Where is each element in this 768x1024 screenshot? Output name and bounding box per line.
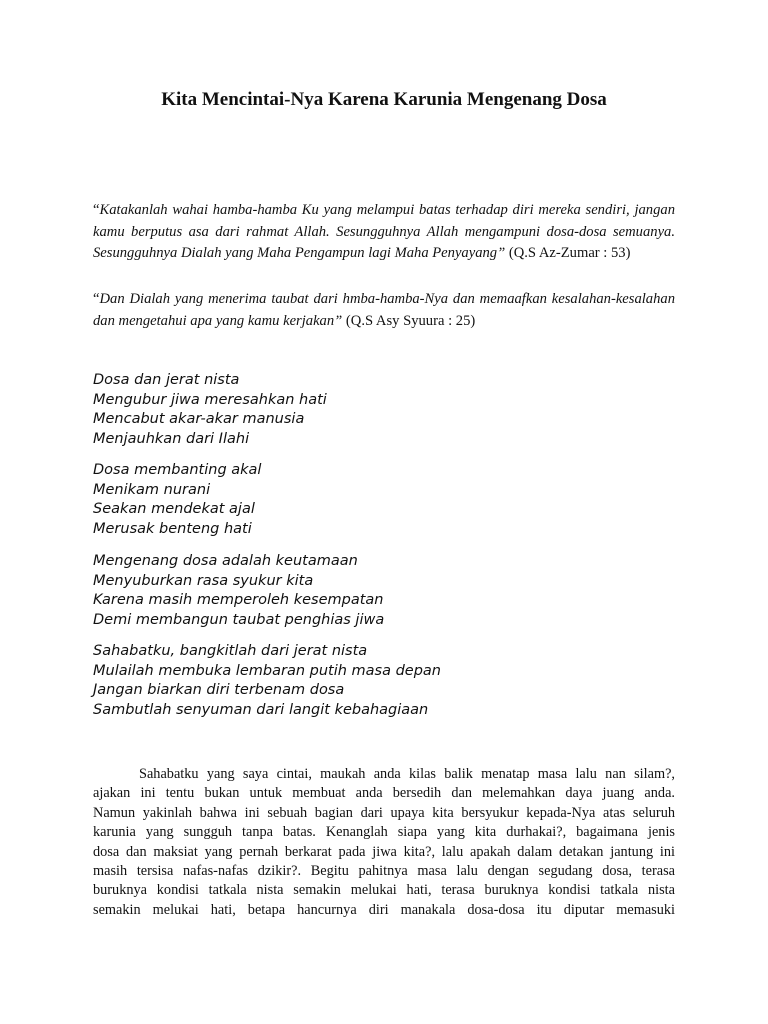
quote-text: Katakanlah wahai hamba-hamba Ku yang melampui batas terhadap diri mereka sendiri, jangan kamu berputus asa dari rahmat Allah. Sesungguhnya Allah mengampuni dosa-dosa semuanya. Sesungguhnya Dialah yang Maha Pengampun lagi Maha Penyayang”	[93, 202, 675, 261]
paragraph-line: ajakan ini tentu bukan untuk membuat anda bersedih dan melemahkan daya juang anda.	[93, 785, 675, 802]
paragraph-line: semakin melukai hati, betapa hancurnya diri manakala dosa-dosa itu diputar memasuki	[93, 901, 675, 918]
document-title: Kita Mencintai-Nya Karena Karunia Mengenang Dosa	[161, 89, 607, 110]
poem-line: Jangan biarkan diri terbenam dosa	[93, 682, 345, 699]
poem-line: Dosa dan jerat nista	[93, 372, 240, 388]
poem-line: Menikam nurani	[93, 481, 211, 498]
quote-open-mark: “	[93, 202, 100, 218]
poem-line: Mulailah membuka lembaran putih masa depan	[93, 662, 441, 679]
poem-line: Demi membangun taubat penghias jiwa	[93, 612, 385, 629]
poem-line: Seakan mendekat ajal	[93, 501, 255, 518]
paragraph-line: buruknya kondisi tatkala nista semakin melukai hati, terasa buruknya kondisi tatkala nista	[93, 882, 675, 899]
poem-line: Mengenang dosa adalah keutamaan	[93, 553, 358, 569]
paragraph-line: dosa dan maksiat yang pernah berkarat pada jiwa kita?, lalu apakah dalam detakan jantung ini	[93, 843, 675, 860]
poem-line: Dosa membanting akal	[93, 462, 262, 478]
poem-line: Sahabatku, bangkitlah dari jerat nista	[93, 643, 368, 659]
paragraph-line: Namun yakinlah bahwa ini sebuah bagian dari upaya kita bersyukur kepada-Nya atas seluruh	[93, 804, 675, 821]
body-paragraph	[93, 765, 675, 920]
quote-az-zumar	[93, 200, 675, 265]
poem-line: Menjauhkan dari Ilahi	[93, 431, 250, 448]
paragraph-line: Sahabatku yang saya cintai, maukah anda kilas balik menatap masa lalu nan silam?,	[139, 766, 675, 782]
poem-line: Karena masih memperoleh kesempatan	[93, 592, 384, 609]
poem-line: Merusak benteng hati	[93, 521, 252, 538]
poem-stanza-3	[93, 552, 653, 631]
quote-asy-syuura	[93, 289, 675, 332]
poem-line: Sambutlah senyuman dari langit kebahagiaan	[93, 702, 429, 719]
poem-stanza-2	[93, 461, 653, 540]
quote-open-mark: “	[93, 291, 100, 307]
poem-line: Mengubur jiwa meresahkan hati	[93, 391, 327, 408]
poem-stanza-1	[93, 371, 653, 450]
poem-line: Mencabut akar-akar manusia	[93, 411, 305, 428]
quote-reference: (Q.S Az-Zumar : 53)	[505, 245, 631, 261]
paragraph-line: karunia yang sungguh tanpa batas. Kenanglah siapa yang kita durhakai?, bagaimana jenis	[93, 824, 675, 841]
paragraph-line: masih tersisa nafas-nafas dzikir?. Begitu pahitnya masa lalu dengan segudang dosa, terasa	[93, 862, 675, 879]
poem-stanza-4	[93, 642, 653, 721]
quote-text: Dan Dialah yang menerima taubat dari hmba-hamba-Nya dan memaafkan kesalahan-kesalahan dan mengetahui apa yang kamu kerjakan”	[93, 291, 675, 329]
quote-reference: (Q.S Asy Syuura : 25)	[342, 312, 476, 329]
poem-line: Menyuburkan rasa syukur kita	[93, 572, 314, 589]
